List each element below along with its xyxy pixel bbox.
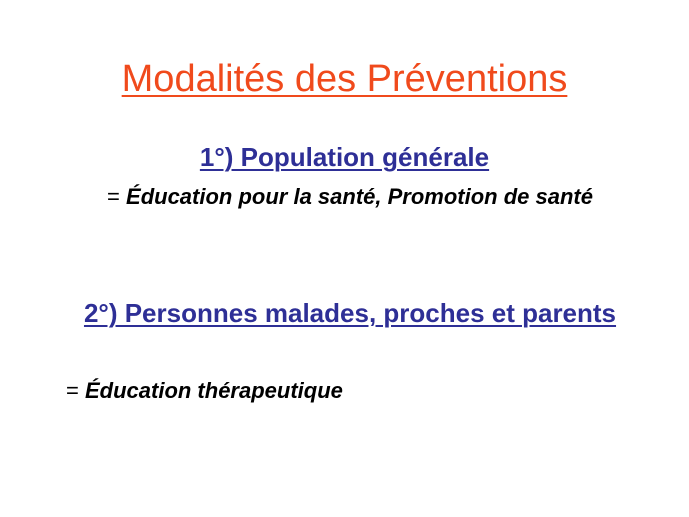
section-1-body [80,182,620,212]
section-1-text: Éducation pour la santé, Promotion de santé [126,184,593,209]
section-2-body [66,376,343,406]
section-2-equals: = [66,378,79,403]
slide-title: Modalités des Préventions [121,58,568,100]
section-2-heading: 2°) Personnes malades, proches et parents [83,298,617,328]
section-2-text: Éducation thérapeutique [84,378,343,403]
section-1-heading: 1°) Population générale [199,142,490,172]
section-1-equals: = [107,184,120,209]
